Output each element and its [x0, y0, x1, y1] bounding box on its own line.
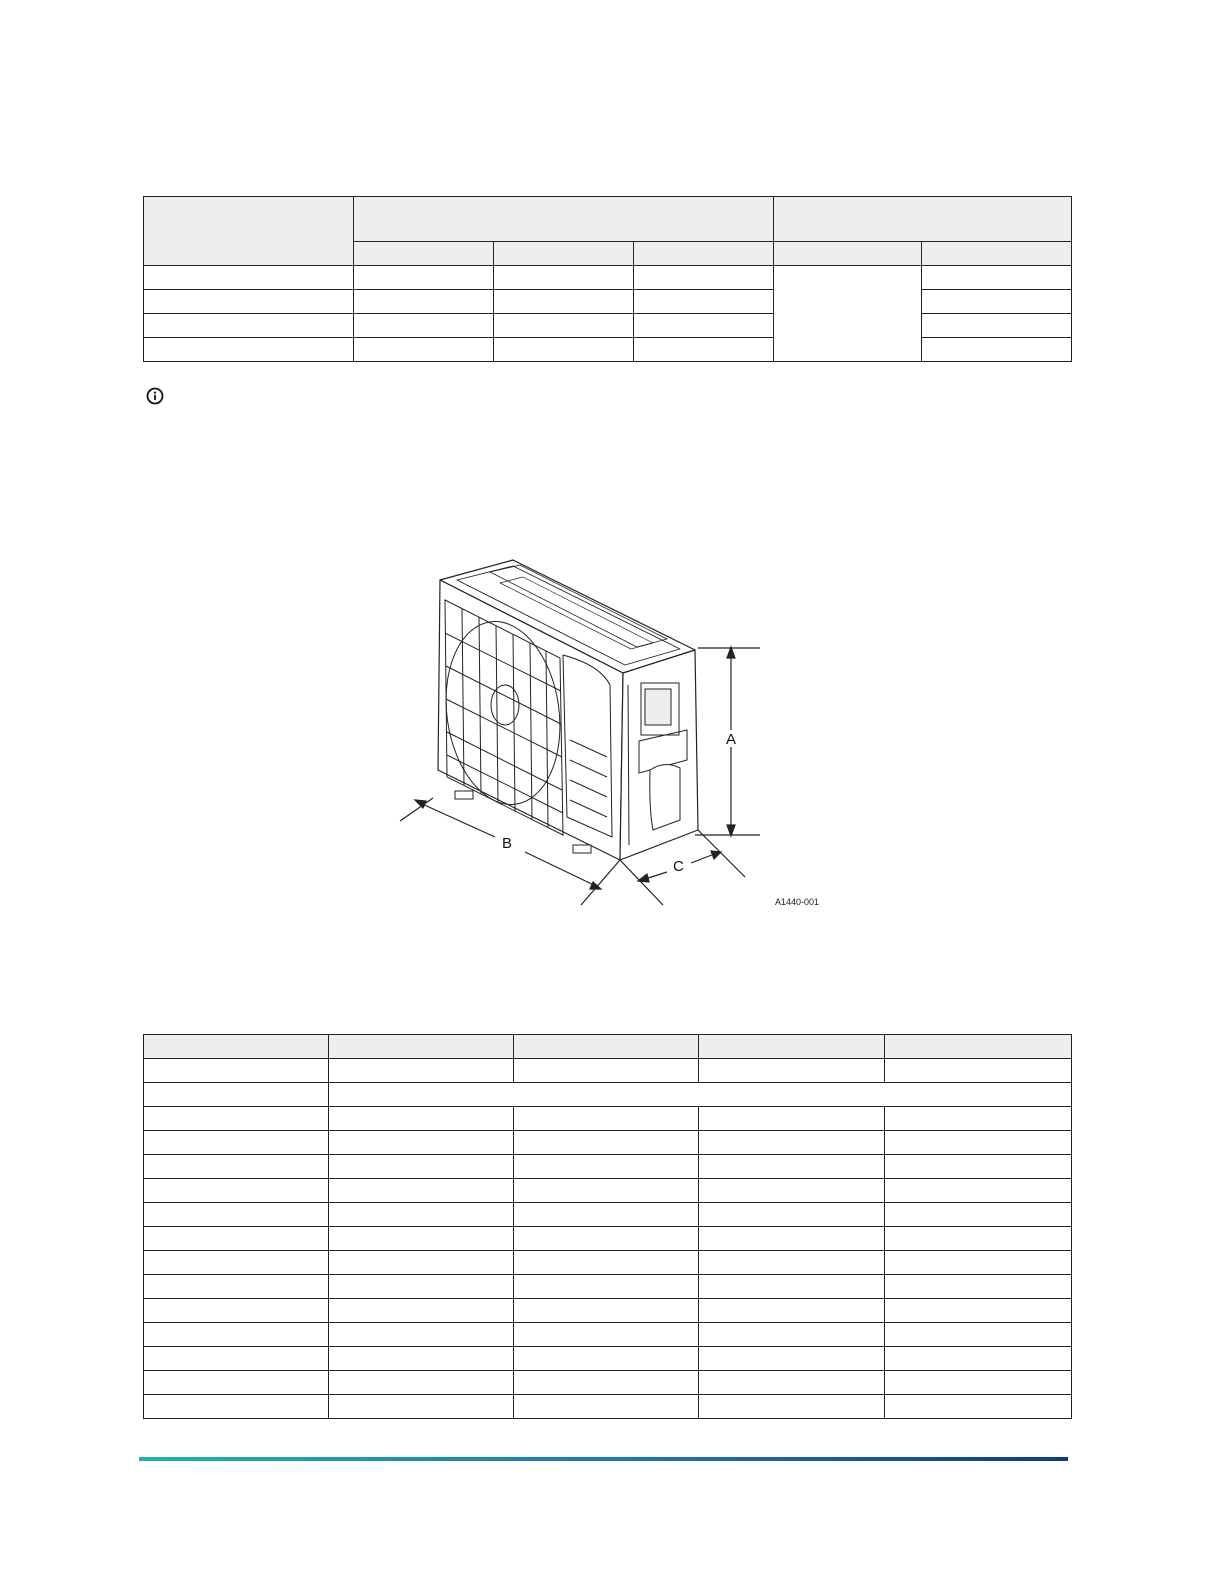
table1-cell — [922, 266, 1072, 290]
table2-cell — [699, 1107, 885, 1131]
table1-header-group-1 — [354, 197, 774, 242]
table1-cell — [494, 290, 634, 314]
table2-cell — [144, 1131, 329, 1155]
table2-cell — [885, 1179, 1072, 1203]
specifications-table — [143, 1034, 1072, 1419]
table2-cell — [514, 1203, 699, 1227]
table1-cell — [494, 266, 634, 290]
table2-cell — [885, 1059, 1072, 1083]
table2-cell — [329, 1347, 514, 1371]
table1-cell — [494, 338, 634, 362]
table2-cell — [329, 1203, 514, 1227]
table1-cell — [144, 314, 354, 338]
table1-row — [144, 338, 1072, 362]
table2-cell — [699, 1155, 885, 1179]
table2-header-cell — [329, 1035, 514, 1059]
table2-cell — [885, 1323, 1072, 1347]
table1-cell — [354, 266, 494, 290]
table1-subheader-cell — [354, 242, 494, 266]
table2-cell — [514, 1227, 699, 1251]
table2-cell — [144, 1059, 329, 1083]
table2-cell — [699, 1323, 885, 1347]
table2-cell — [885, 1347, 1072, 1371]
table2-cell — [885, 1107, 1072, 1131]
table1-merged-cell — [774, 266, 922, 362]
table2-header-cell — [699, 1035, 885, 1059]
table2-row — [144, 1371, 1072, 1395]
table2-cell — [514, 1107, 699, 1131]
table2-cell — [514, 1347, 699, 1371]
table2-cell — [329, 1275, 514, 1299]
table1-cell — [144, 266, 354, 290]
unit-side-face — [620, 650, 698, 860]
table2-cell — [885, 1371, 1072, 1395]
table2-cell — [329, 1059, 514, 1083]
table1-header-model — [144, 197, 354, 266]
table2-cell — [144, 1275, 329, 1299]
table2-cell — [144, 1179, 329, 1203]
table2-cell — [514, 1155, 699, 1179]
table2-cell — [329, 1179, 514, 1203]
table2-cell — [144, 1083, 329, 1107]
table2-cell — [699, 1347, 885, 1371]
dimension-c-label: C — [673, 858, 684, 875]
table2-cell — [699, 1131, 885, 1155]
table2-cell — [885, 1251, 1072, 1275]
table2-cell — [699, 1299, 885, 1323]
table1-cell — [144, 290, 354, 314]
table2-cell — [144, 1299, 329, 1323]
table2-cell — [144, 1227, 329, 1251]
table2-row — [144, 1179, 1072, 1203]
table2-cell — [144, 1371, 329, 1395]
table2-row — [144, 1347, 1072, 1371]
table2-cell — [329, 1131, 514, 1155]
table2-cell — [514, 1275, 699, 1299]
table2-cell — [329, 1227, 514, 1251]
table2-header-cell — [144, 1035, 329, 1059]
figure-id: A1440-001 — [775, 897, 820, 907]
table1-row — [144, 266, 1072, 290]
dimensions-table — [143, 196, 1072, 362]
table2-cell — [329, 1107, 514, 1131]
table2-cell — [514, 1131, 699, 1155]
table2-merged-cell — [329, 1083, 1072, 1107]
table2-row — [144, 1131, 1072, 1155]
table1-cell — [144, 338, 354, 362]
table2-cell — [885, 1203, 1072, 1227]
table2-row — [144, 1395, 1072, 1419]
table2-cell — [699, 1275, 885, 1299]
table1-cell — [922, 290, 1072, 314]
table2-cell — [144, 1251, 329, 1275]
table2-cell — [885, 1131, 1072, 1155]
table2-header-cell — [514, 1035, 699, 1059]
table1-subheader-cell — [922, 242, 1072, 266]
table1-row — [144, 314, 1072, 338]
table2-cell — [885, 1155, 1072, 1179]
table1-cell — [922, 338, 1072, 362]
table2-cell — [514, 1251, 699, 1275]
table2-row — [144, 1155, 1072, 1179]
table1-subheader-cell — [494, 242, 634, 266]
table2-cell — [514, 1395, 699, 1419]
table2-cell — [699, 1251, 885, 1275]
table2-cell — [144, 1323, 329, 1347]
table1-subheader-cell — [774, 242, 922, 266]
table2-cell — [144, 1107, 329, 1131]
table2-cell — [514, 1179, 699, 1203]
table1-header-group-2 — [774, 197, 1072, 242]
table2-cell — [514, 1323, 699, 1347]
table2-cell — [699, 1203, 885, 1227]
table2-cell — [885, 1275, 1072, 1299]
table2-cell — [329, 1395, 514, 1419]
table2-cell — [514, 1059, 699, 1083]
table2-cell — [885, 1395, 1072, 1419]
table2-cell — [699, 1227, 885, 1251]
dimension-b-label: B — [502, 835, 513, 852]
table2-cell — [144, 1203, 329, 1227]
footer-rule — [139, 1457, 1068, 1461]
table2-cell — [329, 1155, 514, 1179]
table2-cell — [144, 1347, 329, 1371]
table2-row — [144, 1203, 1072, 1227]
info-circle-icon — [145, 386, 165, 406]
table1-subheader-cell — [634, 242, 774, 266]
table2-row — [144, 1059, 1072, 1083]
table2-header-cell — [885, 1035, 1072, 1059]
table2-cell — [514, 1299, 699, 1323]
table1-cell — [922, 314, 1072, 338]
table2-cell — [514, 1371, 699, 1395]
table1-row — [144, 290, 1072, 314]
table1-cell — [354, 314, 494, 338]
table1-cell — [634, 266, 774, 290]
table2-cell — [699, 1059, 885, 1083]
table1-cell — [354, 338, 494, 362]
table2-cell — [329, 1323, 514, 1347]
table1-cell — [494, 314, 634, 338]
outdoor-unit-figure — [395, 555, 825, 915]
table2-cell — [699, 1371, 885, 1395]
table1-cell — [634, 314, 774, 338]
table2-row — [144, 1083, 1072, 1107]
table2-cell — [885, 1227, 1072, 1251]
table2-cell — [144, 1155, 329, 1179]
table2-cell — [699, 1395, 885, 1419]
table2-row — [144, 1323, 1072, 1347]
table2-row — [144, 1251, 1072, 1275]
dimension-a-label: A — [726, 731, 737, 748]
table1-cell — [634, 290, 774, 314]
table2-cell — [329, 1371, 514, 1395]
table2-row — [144, 1227, 1072, 1251]
table1-cell — [634, 338, 774, 362]
table2-cell — [329, 1251, 514, 1275]
table2-row — [144, 1275, 1072, 1299]
table2-cell — [144, 1395, 329, 1419]
table2-cell — [329, 1299, 514, 1323]
table2-cell — [699, 1179, 885, 1203]
table2-row — [144, 1107, 1072, 1131]
table2-row — [144, 1299, 1072, 1323]
table2-cell — [885, 1299, 1072, 1323]
table1-cell — [354, 290, 494, 314]
